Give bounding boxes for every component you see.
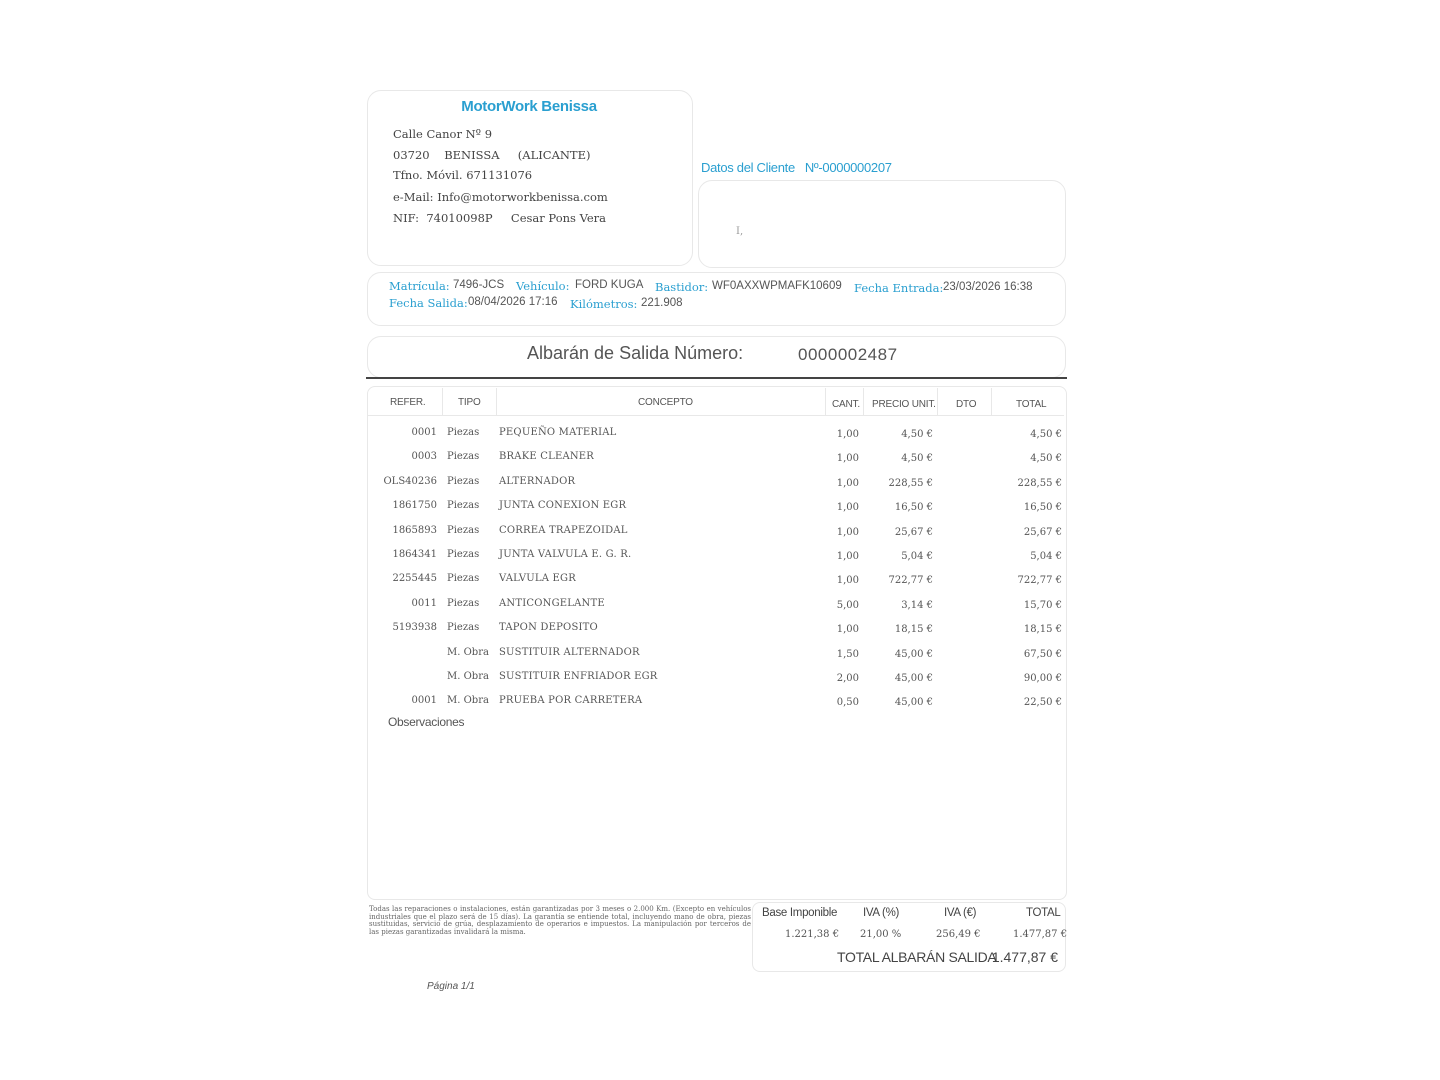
cell-precio: 228,55 €: [888, 477, 933, 489]
cell-precio: 45,00 €: [894, 697, 933, 709]
base-imponible-value: 1.221,38 €: [785, 929, 840, 940]
cell-concepto: VALVULA EGR: [499, 573, 576, 585]
client-mark: I,: [736, 226, 744, 237]
fecha-entrada-label: Fecha Entrada:: [854, 281, 944, 295]
total-value: 1.477,87 €: [1013, 929, 1068, 940]
cell-total: 228,55 €: [1017, 477, 1062, 489]
table-row: [368, 451, 1064, 471]
iva-eur-label: IVA (€): [944, 907, 977, 919]
cell-ref: 5193938: [392, 622, 437, 634]
column-separator: [991, 388, 992, 415]
cell-precio: 45,00 €: [894, 673, 933, 684]
cell-tipo: Piezas: [447, 549, 480, 560]
albaran-number: 0000002487: [798, 345, 898, 364]
header-tipo: TIPO: [458, 397, 481, 408]
cell-concepto: ANTICONGELANTE: [499, 597, 605, 609]
cell-tipo: Piezas: [447, 622, 480, 634]
cell-cant: 1,00: [836, 429, 859, 440]
cell-ref: OLS40236: [383, 475, 437, 487]
cell-precio: 722,77 €: [888, 575, 933, 587]
cell-cant: 1,00: [836, 624, 859, 636]
cell-total: 22,50 €: [1023, 697, 1062, 709]
cell-cant: 1,00: [836, 526, 859, 538]
cell-tipo: Piezas: [447, 500, 480, 512]
company-address: Calle Canor Nº 9: [393, 127, 493, 141]
page-number: Página 1/1: [427, 981, 475, 992]
cell-cant: 5,00: [836, 599, 859, 611]
cell-precio: 25,67 €: [894, 526, 933, 538]
cell-tipo: Piezas: [447, 475, 480, 487]
header-ref: REFER.: [390, 397, 426, 408]
cell-total: 16,50 €: [1023, 502, 1062, 514]
cell-ref: 1865893: [392, 524, 437, 536]
cell-precio: 5,04 €: [901, 551, 933, 562]
cell-total: 15,70 €: [1023, 599, 1062, 611]
cell-total: 90,00 €: [1023, 673, 1062, 684]
cell-ref: 1861750: [392, 500, 437, 512]
iva-pct-value: 21,00 %: [860, 929, 902, 940]
cell-concepto: PEQUEÑO MATERIAL: [499, 427, 617, 438]
table-row: [368, 647, 1064, 667]
table-row: [368, 525, 1064, 545]
iva-pct-label: IVA (%): [863, 907, 900, 919]
cell-concepto: SUSTITUIR ALTERNADOR: [499, 646, 640, 658]
client-box: [698, 180, 1066, 268]
cell-concepto: PRUEBA POR CARRETERA: [499, 695, 643, 707]
guarantee-text: Todas las reparaciones o instalaciones, están garantizadas por 3 meses o 2.000 Km. (Excepto en vehículos industriales que el plazo será de 15 días). La garantía se entiende total, incluyendo mano de obra, piezas sustituidas, servicio de grúa, desplazamiento de operarios e impuestos. La manipulación por terceros de las piezas garantizadas invalidará la misma.: [369, 905, 751, 936]
table-row: [368, 695, 1064, 715]
cell-total: 4,50 €: [1030, 453, 1062, 465]
column-separator: [863, 388, 864, 415]
cell-total: 722,77 €: [1017, 575, 1062, 587]
observaciones-label: Observaciones: [388, 715, 465, 729]
bastidor-label: Bastidor:: [655, 280, 709, 294]
company-nif: NIF: 74010098P Cesar Pons Vera: [393, 211, 606, 225]
kilometros-value: 221.908: [641, 297, 683, 309]
iva-eur-value: 256,49 €: [936, 929, 981, 940]
cell-tipo: M. Obra: [447, 695, 489, 707]
cell-tipo: M. Obra: [447, 671, 489, 682]
cell-tipo: Piezas: [447, 524, 480, 536]
albaran-divider: [366, 377, 1067, 379]
cell-cant: 1,00: [836, 477, 859, 489]
client-title: Datos del Cliente Nº-0000000207: [701, 160, 892, 175]
cell-concepto: TAPON DEPOSITO: [499, 622, 598, 634]
column-separator: [442, 388, 443, 415]
cell-concepto: JUNTA CONEXION EGR: [499, 500, 627, 512]
cell-precio: 18,15 €: [894, 624, 933, 636]
table-row: [368, 476, 1064, 496]
cell-cant: 1,50: [836, 648, 859, 660]
table-row: [368, 622, 1064, 642]
company-phone: Tfno. Móvil. 671131076: [393, 168, 533, 182]
cell-ref: 2255445: [392, 573, 437, 585]
table-row: [368, 500, 1064, 520]
header-concepto: CONCEPTO: [638, 397, 693, 408]
vehiculo-label: Vehículo:: [516, 279, 570, 293]
cell-cant: 1,00: [836, 575, 859, 587]
total-albaran-value: 1.477,87 €: [991, 949, 1058, 965]
table-row: [368, 427, 1064, 447]
cell-total: 67,50 €: [1023, 648, 1062, 660]
cell-ref: 1864341: [392, 549, 437, 560]
header-dto: DTO: [956, 399, 977, 410]
column-separator: [825, 388, 826, 415]
table-header-divider: [368, 415, 1064, 416]
cell-precio: 4,50 €: [901, 453, 933, 465]
table-row: [368, 549, 1064, 569]
cell-tipo: Piezas: [447, 597, 480, 609]
cell-cant: 1,00: [836, 502, 859, 514]
cell-concepto: CORREA TRAPEZOIDAL: [499, 524, 628, 536]
cell-total: 18,15 €: [1023, 624, 1062, 636]
column-separator: [937, 388, 938, 415]
total-label: TOTAL: [1026, 907, 1061, 919]
cell-concepto: SUSTITUIR ENFRIADOR EGR: [499, 671, 658, 682]
cell-cant: 0,50: [836, 697, 859, 709]
cell-tipo: Piezas: [447, 573, 480, 585]
column-separator: [496, 388, 497, 415]
header-precio: PRECIO UNIT.: [872, 399, 936, 410]
cell-precio: 45,00 €: [894, 648, 933, 660]
company-email: e-Mail: Info@motorworkbenissa.com: [393, 190, 608, 204]
cell-ref: 0001: [411, 427, 437, 438]
vehiculo-value: FORD KUGA: [575, 279, 644, 291]
cell-precio: 16,50 €: [894, 502, 933, 514]
kilometros-label: Kilómetros:: [570, 297, 638, 311]
header-cant: CANT.: [832, 399, 860, 410]
cell-precio: 3,14 €: [901, 599, 933, 611]
table-row: [368, 671, 1064, 691]
fecha-salida-value: 08/04/2026 17:16: [468, 296, 558, 308]
cell-concepto: JUNTA VALVULA E. G. R.: [499, 549, 632, 560]
cell-total: 25,67 €: [1023, 526, 1062, 538]
table-row: [368, 573, 1064, 593]
fecha-entrada-value: 23/03/2026 16:38: [943, 281, 1033, 293]
company-name: MotorWork Benissa: [461, 98, 597, 115]
table-row: [368, 598, 1064, 618]
base-imponible-label: Base Imponible: [762, 907, 838, 919]
fecha-salida-label: Fecha Salida:: [389, 296, 468, 310]
header-total: TOTAL: [1016, 399, 1047, 410]
cell-total: 5,04 €: [1030, 551, 1062, 562]
matricula-value: 7496-JCS: [453, 279, 505, 291]
bastidor-value: WF0AXXWPMAFK10609: [712, 280, 842, 292]
company-city: 03720 BENISSA (ALICANTE): [393, 148, 591, 162]
cell-concepto: BRAKE CLEANER: [499, 451, 595, 463]
cell-cant: 2,00: [836, 673, 859, 684]
total-albaran-label: TOTAL ALBARÁN SALIDA: [837, 949, 997, 965]
cell-ref: 0003: [411, 451, 437, 463]
cell-ref: 0001: [411, 695, 437, 707]
cell-precio: 4,50 €: [901, 429, 933, 440]
cell-tipo: M. Obra: [447, 646, 489, 658]
cell-ref: 0011: [411, 597, 437, 609]
matricula-label: Matrícula:: [389, 279, 450, 293]
cell-tipo: Piezas: [447, 427, 480, 438]
albaran-label: Albarán de Salida Número:: [527, 343, 744, 363]
cell-cant: 1,00: [836, 551, 859, 562]
cell-total: 4,50 €: [1030, 429, 1062, 440]
cell-cant: 1,00: [836, 453, 859, 465]
cell-concepto: ALTERNADOR: [499, 475, 576, 487]
cell-tipo: Piezas: [447, 451, 480, 463]
